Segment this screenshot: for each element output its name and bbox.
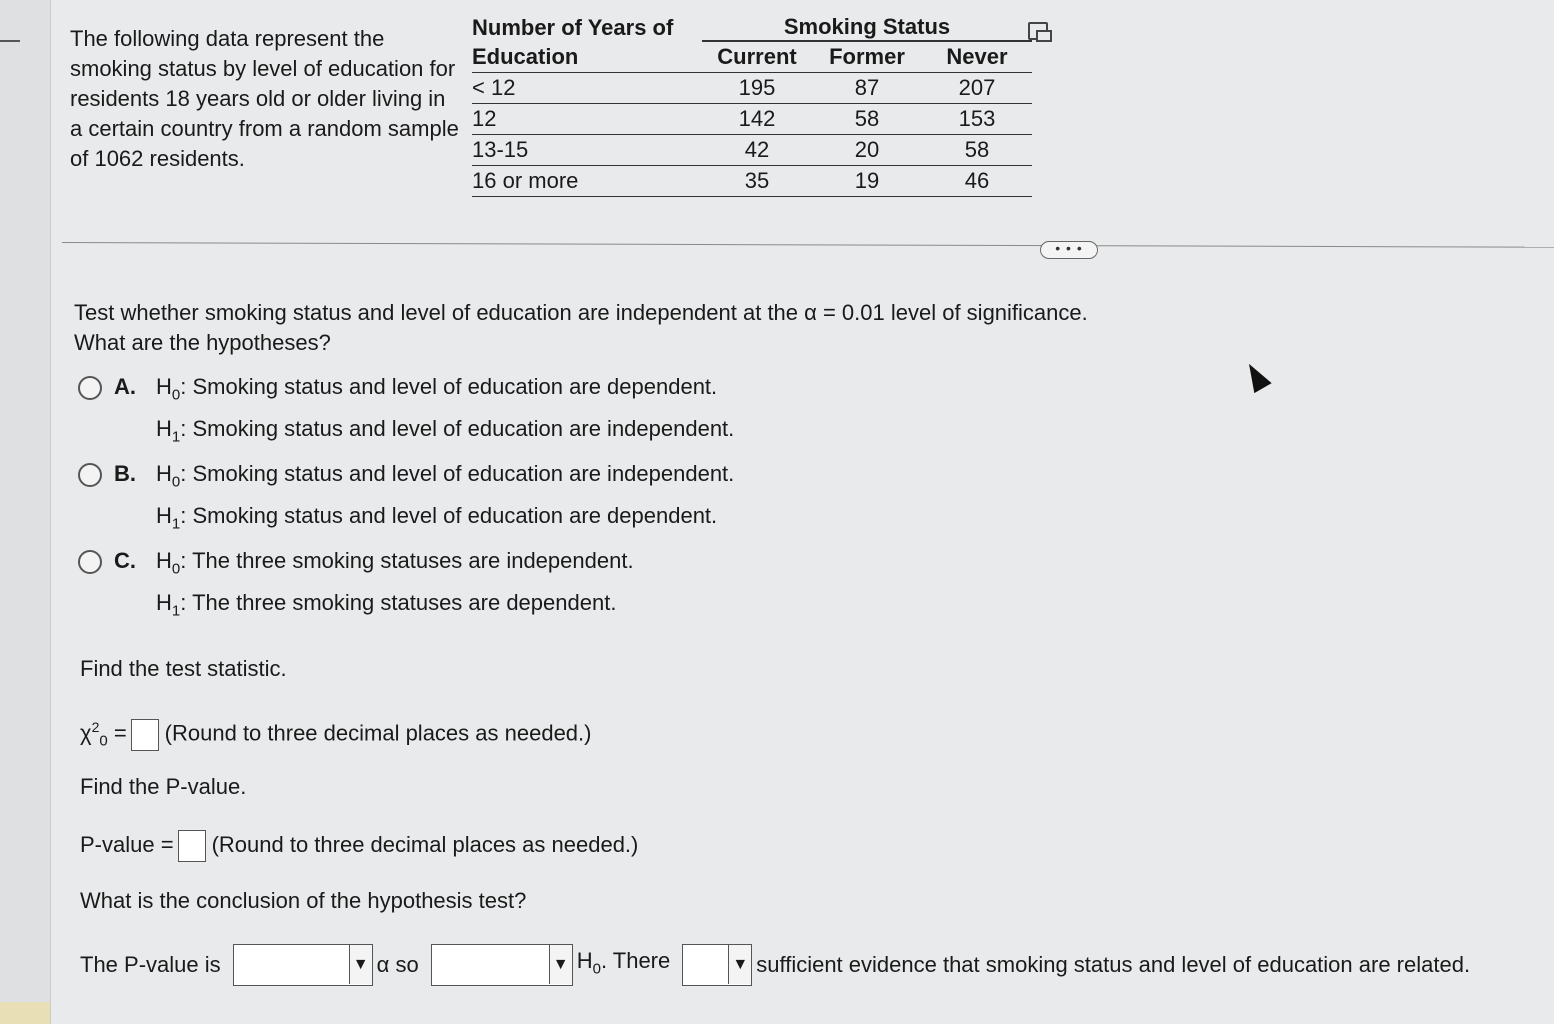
- row-label: 12: [472, 104, 702, 135]
- cell: 58: [812, 104, 922, 135]
- pvalue-label: P-value =: [80, 832, 174, 857]
- cell: 58: [922, 135, 1032, 166]
- section-divider: [62, 242, 1554, 248]
- conclusion-row: [80, 938, 1470, 992]
- col-header-never: Never: [946, 44, 1008, 69]
- rail-marker: [0, 40, 20, 42]
- cell: 207: [922, 73, 1032, 104]
- cell: 20: [812, 135, 922, 166]
- h1-text: The three smoking statuses are dependent.: [192, 590, 617, 616]
- row-label: 13-15: [472, 135, 702, 166]
- conclusion-part2: α so: [376, 952, 419, 978]
- radio-button-a[interactable]: [78, 376, 102, 400]
- pvalue-row: [80, 830, 638, 862]
- h0-label: H: [156, 461, 172, 486]
- cell: 195: [702, 73, 812, 104]
- radio-button-c[interactable]: [78, 550, 102, 574]
- left-rail: [0, 0, 51, 1024]
- cell: 87: [812, 73, 922, 104]
- col-header-current: Current: [717, 44, 797, 69]
- h0-text: The three smoking statuses are independent.: [192, 548, 634, 573]
- table-row: [472, 135, 1032, 166]
- data-table: [472, 8, 1032, 197]
- cell: 46: [922, 166, 1032, 197]
- table-row: [472, 166, 1032, 197]
- option-letter: C.: [114, 548, 136, 573]
- dropdown-arrow-icon: ▼: [549, 945, 572, 984]
- conclusion-part1: The P-value is: [80, 952, 221, 978]
- pvalue-input[interactable]: [178, 830, 206, 862]
- comparison-dropdown[interactable]: [233, 944, 373, 986]
- cell: 19: [812, 166, 922, 197]
- h0-text: Smoking status and level of education are dependent.: [192, 374, 718, 399]
- cell: 42: [702, 135, 812, 166]
- problem-intro: The following data represent the smoking status by level of education for residents 18 years old or older living in a certain country from a random sample of 1062 residents.: [70, 26, 459, 171]
- h1-label: H: [156, 590, 172, 616]
- copy-data-icon[interactable]: [1028, 22, 1048, 40]
- test-stat-prompt: Find the test statistic.: [80, 656, 287, 681]
- conclusion-part4: sufficient evidence that smoking status and level of education are related.: [756, 952, 1471, 978]
- cell: 35: [702, 166, 812, 197]
- edu-header-line1: Number of Years of: [472, 15, 674, 40]
- chi-square-row: $\chi^2_0$ = (Round to three decimal places as needed.): [80, 719, 592, 750]
- h0-label: H: [156, 548, 172, 573]
- h1-label: H: [156, 503, 172, 529]
- cell: 142: [702, 104, 812, 135]
- radio-button-b[interactable]: [78, 463, 102, 487]
- more-button[interactable]: • • •: [1040, 241, 1098, 259]
- pvalue-prompt: Find the P-value.: [80, 774, 247, 799]
- h0-text: Smoking status and level of education are independent.: [192, 461, 735, 486]
- round-note: (Round to three decimal places as needed.): [164, 720, 592, 746]
- option-letter: A.: [114, 374, 136, 399]
- round-note: (Round to three decimal places as needed.): [211, 832, 639, 857]
- dropdown-arrow-icon: ▼: [728, 945, 751, 984]
- mouse-cursor-icon: [1240, 359, 1271, 393]
- edu-header-line2: Education: [472, 43, 579, 69]
- question-text: [74, 298, 1088, 358]
- row-label: < 12: [472, 73, 702, 104]
- table-row: [472, 73, 1032, 104]
- question-line1: Test whether smoking status and level of education are independent at the α = 0.01 level of significance.: [74, 300, 1088, 325]
- row-label: 16 or more: [472, 166, 702, 197]
- dropdown-arrow-icon: ▼: [349, 945, 372, 984]
- chi-square-input[interactable]: [131, 719, 159, 751]
- chi-symbol: χ: [80, 720, 92, 746]
- decision-dropdown[interactable]: [431, 944, 573, 986]
- h1-label: H: [156, 416, 172, 442]
- h1-text: Smoking status and level of education are independent.: [192, 416, 735, 442]
- h0-label: H: [156, 374, 172, 399]
- conclusion-part3: $H_0$. There: [576, 948, 671, 978]
- rail-bottom-strip: [0, 1002, 50, 1024]
- smoking-status-header: Smoking Status: [702, 8, 1032, 41]
- evidence-dropdown[interactable]: [682, 944, 752, 986]
- option-letter: B.: [114, 461, 136, 486]
- table-row: [472, 104, 1032, 135]
- col-header-former: Former: [829, 44, 905, 69]
- h1-text: Smoking status and level of education are dependent.: [192, 503, 718, 529]
- conclusion-prompt: What is the conclusion of the hypothesis test?: [80, 888, 527, 913]
- question-line2: What are the hypotheses?: [74, 330, 331, 355]
- cell: 153: [922, 104, 1032, 135]
